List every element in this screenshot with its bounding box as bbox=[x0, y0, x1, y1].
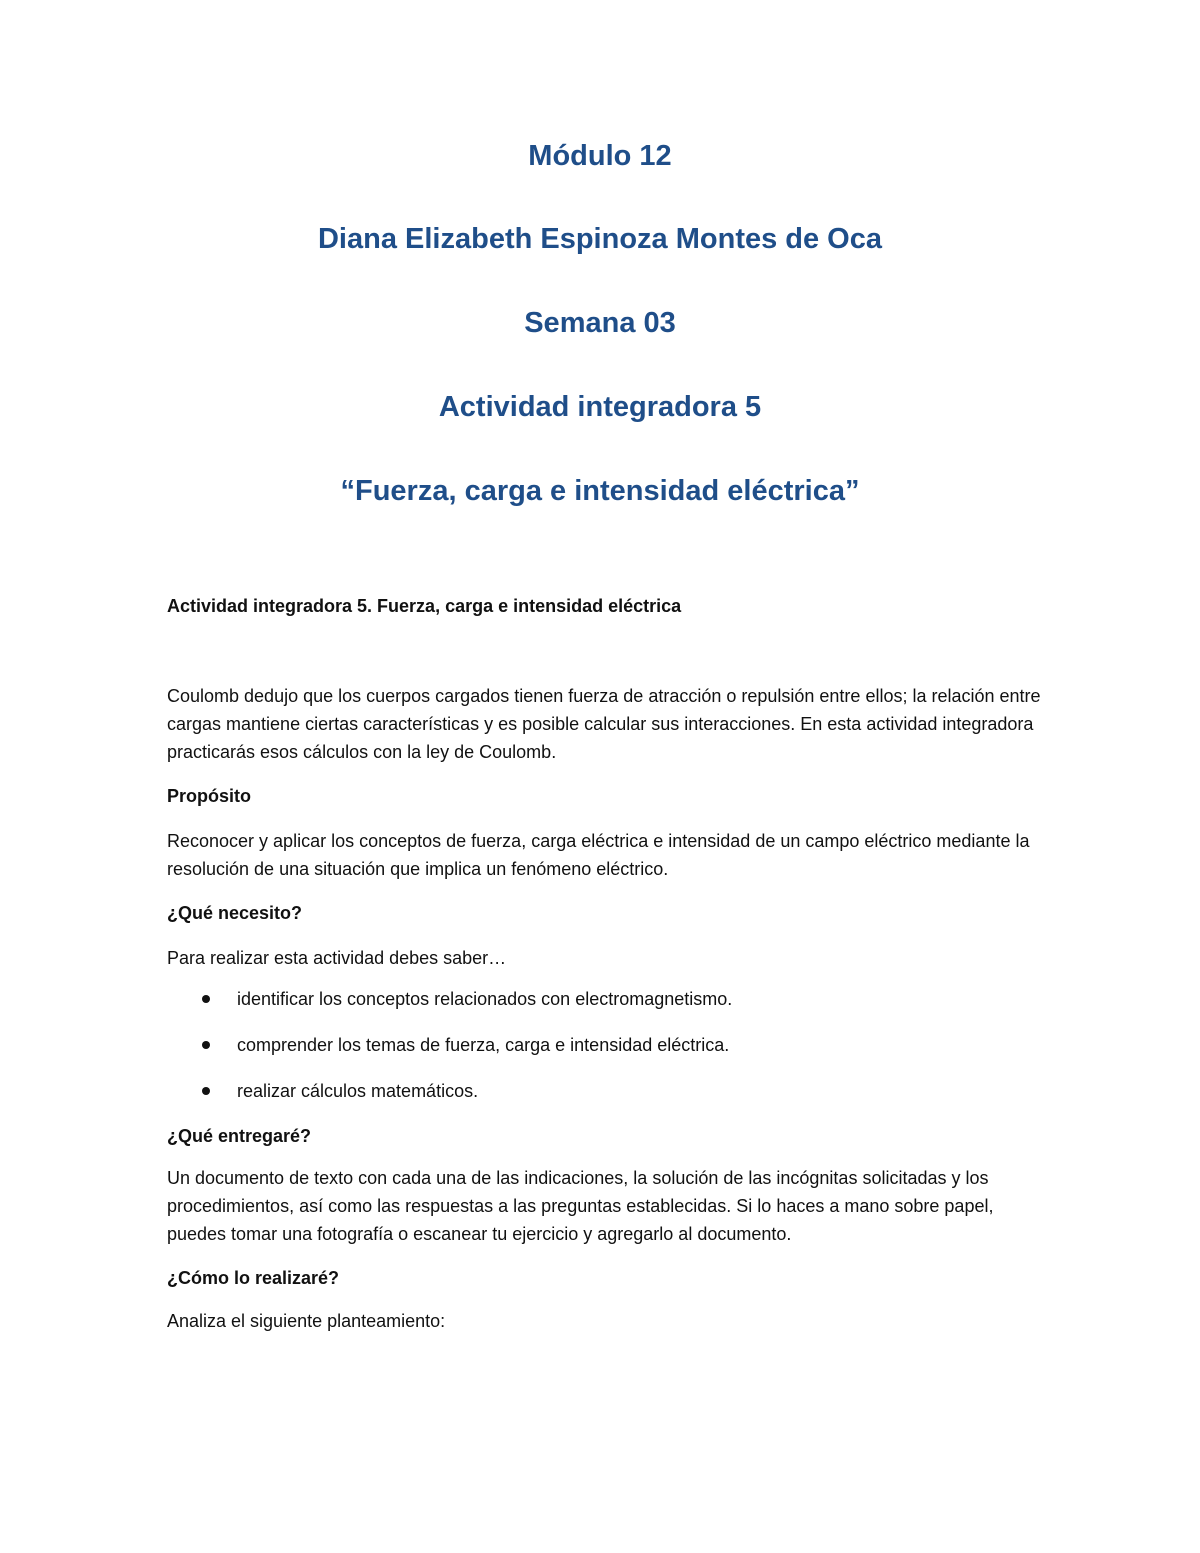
requirements-list bbox=[167, 985, 1047, 1123]
activity-title: Actividad integradora 5 bbox=[438, 391, 762, 423]
bullet-icon bbox=[202, 1087, 210, 1095]
entregare-heading: ¿Qué entregaré? bbox=[167, 1126, 312, 1146]
week-title: Semana 03 bbox=[524, 307, 676, 339]
topic-title: “Fuerza, carga e intensidad eléctrica” bbox=[340, 475, 860, 507]
realizare-heading: ¿Cómo lo realizaré? bbox=[167, 1268, 340, 1288]
list-item-text: realizar cálculos matemáticos. bbox=[237, 1081, 479, 1101]
proposito-paragraph: Reconocer y aplicar los conceptos de fuerza, carga eléctrica e intensidad de un campo eléctrico mediante la resolución de una situación que implica un fenómeno eléctrico. bbox=[167, 831, 1030, 879]
author-name: Diana Elizabeth Espinoza Montes de Oca bbox=[317, 223, 882, 255]
list-item bbox=[167, 1077, 1047, 1123]
list-item-text: identificar los conceptos relacionados con electromagnetismo. bbox=[237, 989, 733, 1009]
list-item bbox=[167, 985, 1047, 1031]
entregare-paragraph: Un documento de texto con cada una de las indicaciones, la solución de las incógnitas solicitadas y los procedimientos, así como las respuestas a las preguntas establecidas. Si lo haces a mano sobre papel, puedes tomar una fotografía o escanear tu ejercicio y agregarlo al documento. bbox=[167, 1168, 994, 1244]
proposito-heading: Propósito bbox=[167, 786, 251, 806]
realizare-paragraph: Analiza el siguiente planteamiento: bbox=[167, 1311, 446, 1331]
module-title: Módulo 12 bbox=[528, 140, 672, 172]
necesito-paragraph: Para realizar esta actividad debes saber… bbox=[167, 948, 507, 968]
bullet-icon bbox=[202, 995, 210, 1003]
necesito-heading: ¿Qué necesito? bbox=[167, 903, 303, 923]
intro-paragraph: Coulomb dedujo que los cuerpos cargados tienen fuerza de atracción o repulsión entre ellos; la relación entre cargas mantiene ciertas características y es posible calcular sus interacciones. En esta actividad integradora practicarás esos cálculos con la ley de Coulomb. bbox=[167, 686, 1041, 762]
bullet-icon bbox=[202, 1041, 210, 1049]
list-item bbox=[167, 1031, 1047, 1077]
activity-heading: Actividad integradora 5. Fuerza, carga e intensidad eléctrica bbox=[167, 596, 682, 616]
list-item-text: comprender los temas de fuerza, carga e intensidad eléctrica. bbox=[237, 1035, 730, 1055]
